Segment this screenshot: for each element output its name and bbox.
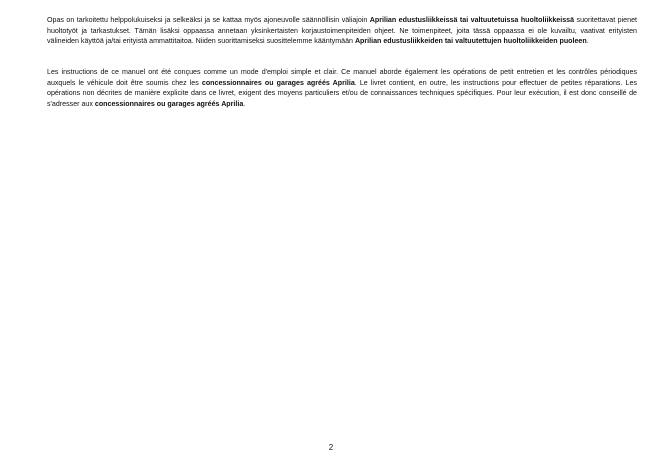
paragraph-finnish-bold-2: Aprilian edustusliikkeiden tai valtuutettujen huoltoliikkeiden puoleen [354,37,587,45]
paragraph-finnish-text-2: suoritettavat pienet huoltotyöt ja tarkastukset. Tämän lisäksi oppaassa annetaan yksinkertaisten korjaustoimenpiteiden ohjeet. Ne toimenpiteet, joita tässä oppaassa ei ole kuvailtu, vaativat erityisten välineiden käyttöä ja/tai erityistä ammattitaitoa. Niiden suorittamiseksi suosittelemme kääntymään [47,16,637,45]
paragraph-finnish-text-3: . [586,37,589,45]
paragraph-french-text-2: . Le livret contient, en outre, les instructions pour effectuer de petites réparations. Les opérations non décrites de manière explicite dans ce livret, exigent des moyens particuliers et/ou de connaissances techniques spécifiques. Pour leur exécution, il est donc conseillé de s'adresser aux [47,78,637,108]
paragraph-french-bold-2: concessionnaires ou garages agréés Aprilia [94,99,244,108]
paragraph-french-text-1: Les instructions de ce manuel ont été conçues comme un mode d'emploi simple et clair. Ce manuel aborde également les opérations de petit entretien et les contrôles périodiques auxquels le véhicule doit être soumis chez les [47,68,637,87]
paragraph-french-bold-1: concessionnaires ou garages agréés Aprilia [201,78,355,87]
page-number: 2 [328,443,334,452]
paragraph-french [47,67,637,109]
paragraph-finnish-text-1: Opas on tarkoitettu helppolukuiseksi ja selkeäksi ja se kattaa myös ajoneuvolle säännöllisin väliajoin [47,16,370,24]
paragraph-finnish-bold-1: Aprilian edustusliikkeissä tai valtuutetuissa huoltoliikkeissä [369,16,575,24]
paragraph-french-text-3: . [243,99,246,108]
paragraph-finnish [47,15,637,47]
